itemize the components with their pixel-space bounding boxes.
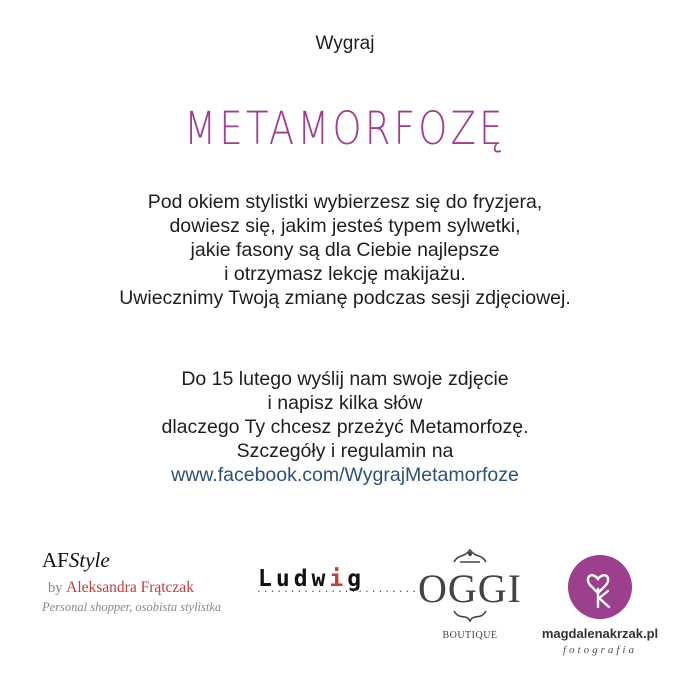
intro-line: Pod okiem stylistki wybierzesz się do fryzjera, (147, 191, 543, 213)
intro-line: jakie fasony są dla Ciebie najlepsze (190, 239, 500, 261)
kicker-text: Wygraj (315, 33, 375, 54)
oggi-sub: BOUTIQUE (442, 630, 498, 641)
oggi-name: OGGI (418, 566, 522, 611)
intro-line: i otrzymasz lekcję makijażu. (224, 263, 466, 285)
afstyle-name: Aleksandra Frątczak (66, 579, 194, 596)
ludwig-name-i: i (329, 566, 348, 592)
ludwig-dotted-underline: •••••••••••••••••••••••• (258, 589, 421, 595)
details-line: i napisz kilka słów (267, 392, 423, 414)
magdalena-logo (540, 545, 660, 665)
afstyle-by: by (48, 580, 63, 596)
afstyle-tagline: Personal shopper, osobista stylistka (42, 600, 222, 614)
details-line: dlaczego Ty chcesz przeżyć Metamorfozę. (161, 416, 529, 438)
ludwig-logo (258, 566, 421, 606)
facebook-link[interactable]: www.facebook.com/WygrajMetamorfoze (171, 464, 519, 486)
ludwig-name-start: Ludw (258, 566, 330, 592)
intro-paragraph (0, 190, 690, 310)
afstyle-af: AF (42, 548, 69, 572)
intro-line: dowiesz się, jakim jesteś typem sylwetki, (169, 215, 521, 237)
magdalena-sub: fotografia (562, 644, 637, 656)
heart-k-logo-icon (568, 555, 632, 619)
ludwig-name-end: g (347, 566, 366, 592)
magdalena-name: magdalenakrzak.pl (541, 626, 659, 641)
page-title: METAMORFOZĘ (184, 102, 506, 155)
details-line: Szczegóły i regulamin na (236, 440, 454, 462)
afstyle-logo (42, 548, 252, 628)
oggi-bottom-ornament-icon (450, 609, 490, 623)
details-paragraph (0, 367, 690, 487)
afstyle-style: Style (68, 548, 110, 572)
oggi-logo (415, 548, 525, 648)
details-line: Do 15 lutego wyślij nam swoje zdjęcie (181, 368, 509, 390)
oggi-crown-ornament-icon (450, 548, 490, 564)
intro-line: Uwiecznimy Twoją zmianę podczas sesji zdjęciowej. (119, 287, 571, 309)
